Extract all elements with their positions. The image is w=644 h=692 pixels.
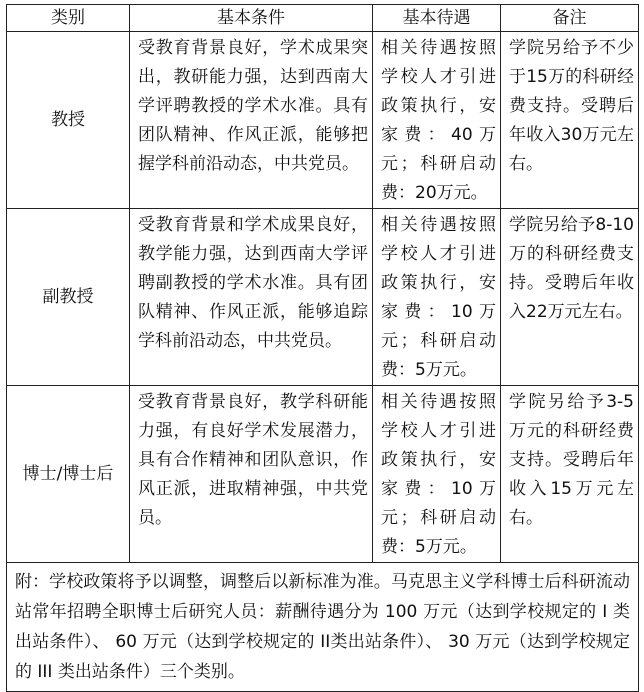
header-benefits: 基本待遇 [373,5,501,32]
remarks-cell: 学院另给予不少于15万的科研经费支持。受聘后年收入30万元左右。 [501,32,639,209]
table-row-doctor-postdoc [7,386,639,563]
category-cell: 教授 [7,32,130,209]
category-cell: 博士/博士后 [7,386,130,563]
benefits-cell: 相关待遇按照学校人才引进政策执行，安家费：40万元；科研启动费：20万元。 [373,32,501,209]
benefits-cell: 相关待遇按照学校人才引进政策执行，安家费：10万元；科研启动费：5万元。 [373,209,501,386]
header-category: 类别 [7,5,130,32]
recruitment-table [6,4,639,692]
note-row [7,563,639,692]
category-cell: 副教授 [7,209,130,386]
remarks-cell: 学院另给予3-5万元的科研经费支持。受聘后年收入15万元左右。 [501,386,639,563]
conditions-cell: 受教育背景良好，教学科研能力强，有良好学术发展潜力，具有合作精神和团队意识，作风正派，进取精神强，中共党员。 [130,386,373,563]
recruitment-table-page [6,4,638,692]
benefits-cell: 相关待遇按照学校人才引进政策执行，安家费：10万元；科研启动费：5万元。 [373,386,501,563]
conditions-cell: 受教育背景和学术成果良好，教学能力强，达到西南大学评聘副教授的学术水准。具有团队精神、作风正派，能够追踪学科前沿动态，中共党员。 [130,209,373,386]
table-header-row [7,5,639,32]
note-cell: 附：学校政策将予以调整，调整后以新标准为准。马克思主义学科博士后科研流动站常年招聘全职博士后研究人员：薪酬待遇分为 100 万元（达到学校规定的 I 类出站条件）、 60 万元（达到学校规定的 II类出站条件）、 30 万元（达到学校规定的 III 类出站条件）三个类别。 [7,563,639,692]
remarks-cell: 学院另给予8-10万的科研经费支持。受聘后年收入22万元左右。 [501,209,639,386]
conditions-cell: 受教育背景良好，学术成果突出，教研能力强，达到西南大学评聘教授的学术水准。具有团队精神、作风正派，能够把握学科前沿动态，中共党员。 [130,32,373,209]
table-row-professor [7,32,639,209]
header-remarks: 备注 [501,5,639,32]
header-conditions: 基本条件 [130,5,373,32]
table-row-associate-professor [7,209,639,386]
